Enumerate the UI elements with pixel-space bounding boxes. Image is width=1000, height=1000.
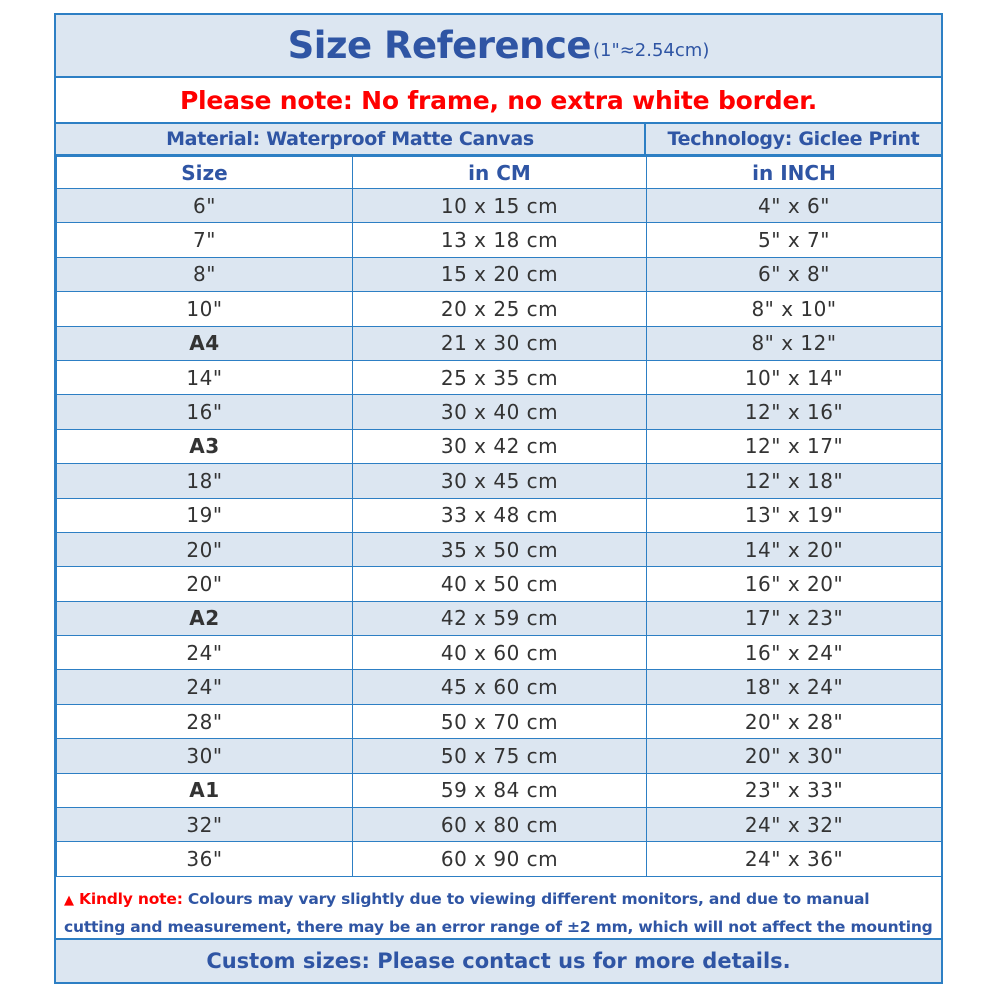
size-cell: 8" xyxy=(57,257,353,291)
table-row xyxy=(57,567,942,601)
cm-cell: 10 x 15 cm xyxy=(353,189,647,223)
inch-cell: 4" x 6" xyxy=(647,189,942,223)
inch-cell: 6" x 8" xyxy=(647,257,942,291)
cm-cell: 15 x 20 cm xyxy=(353,257,647,291)
inch-cell: 12" x 16" xyxy=(647,395,942,429)
size-cell: 20" xyxy=(57,532,353,566)
table-row xyxy=(57,360,942,394)
cm-cell: 45 x 60 cm xyxy=(353,670,647,704)
notice-bar xyxy=(56,78,941,124)
table-row xyxy=(57,739,942,773)
size-cell: 20" xyxy=(57,567,353,601)
size-cell: 16" xyxy=(57,395,353,429)
size-cell: 6" xyxy=(57,189,353,223)
table-row xyxy=(57,808,942,842)
title-bar xyxy=(56,15,941,78)
table-row xyxy=(57,395,942,429)
size-cell: 36" xyxy=(57,842,353,876)
cm-cell: 60 x 90 cm xyxy=(353,842,647,876)
table-row xyxy=(57,292,942,326)
inch-cell: 17" x 23" xyxy=(647,601,942,635)
inch-cell: 24" x 32" xyxy=(647,808,942,842)
size-cell: 24" xyxy=(57,670,353,704)
size-cell: 30" xyxy=(57,739,353,773)
size-cell: 19" xyxy=(57,498,353,532)
table-row xyxy=(57,670,942,704)
inch-cell: 20" x 28" xyxy=(647,704,942,738)
size-cell: 28" xyxy=(57,704,353,738)
cm-cell: 40 x 60 cm xyxy=(353,636,647,670)
table-row xyxy=(57,189,942,223)
table-body xyxy=(57,189,942,877)
inch-cell: 5" x 7" xyxy=(647,223,942,257)
warning-triangle-icon: ▲ xyxy=(64,893,74,908)
technology-label: Technology: Giclee Print xyxy=(667,128,920,150)
table-row xyxy=(57,636,942,670)
inch-cell: 8" x 12" xyxy=(647,326,942,360)
kindly-note xyxy=(56,882,941,940)
size-cell: 14" xyxy=(57,360,353,394)
column-header-inch: in INCH xyxy=(647,157,942,189)
size-table xyxy=(56,156,942,877)
column-header-size: Size xyxy=(57,157,353,189)
table-row xyxy=(57,601,942,635)
table-row xyxy=(57,773,942,807)
inch-cell: 12" x 17" xyxy=(647,429,942,463)
no-frame-notice: Please note: No frame, no extra white border. xyxy=(179,85,818,115)
table-row xyxy=(57,842,942,876)
inch-cell: 18" x 24" xyxy=(647,670,942,704)
table-row xyxy=(57,704,942,738)
inch-cell: 23" x 33" xyxy=(647,773,942,807)
cm-cell: 30 x 42 cm xyxy=(353,429,647,463)
kindly-note-lead: Kindly note: xyxy=(79,890,183,908)
kindly-note-text: Colours may vary slightly due to viewing different monitors, and due to manual cutting and measurement, there may be an error range of ±2 mm, which will not affect the mounting xyxy=(64,890,933,936)
size-cell: A1 xyxy=(57,773,353,807)
table-row xyxy=(57,257,942,291)
cm-cell: 13 x 18 cm xyxy=(353,223,647,257)
cm-cell: 42 x 59 cm xyxy=(353,601,647,635)
size-cell: A2 xyxy=(57,601,353,635)
conversion-note: (1"≈2.54cm) xyxy=(592,40,710,61)
table-row xyxy=(57,223,942,257)
cm-cell: 21 x 30 cm xyxy=(353,326,647,360)
size-cell: 18" xyxy=(57,464,353,498)
table-row xyxy=(57,498,942,532)
cm-cell: 59 x 84 cm xyxy=(353,773,647,807)
inch-cell: 8" x 10" xyxy=(647,292,942,326)
spec-bar xyxy=(56,124,941,156)
custom-sizes-text: Custom sizes: Please contact us for more details. xyxy=(206,949,791,973)
material-label: Material: Waterproof Matte Canvas xyxy=(56,124,646,154)
cm-cell: 60 x 80 cm xyxy=(353,808,647,842)
inch-cell: 10" x 14" xyxy=(647,360,942,394)
size-cell: 7" xyxy=(57,223,353,257)
inch-cell: 20" x 30" xyxy=(647,739,942,773)
table-row xyxy=(57,464,942,498)
inch-cell: 14" x 20" xyxy=(647,532,942,566)
size-reference-card xyxy=(54,13,943,984)
inch-cell: 16" x 20" xyxy=(647,567,942,601)
cm-cell: 20 x 25 cm xyxy=(353,292,647,326)
inch-cell: 12" x 18" xyxy=(647,464,942,498)
inch-cell: 13" x 19" xyxy=(647,498,942,532)
size-cell: 32" xyxy=(57,808,353,842)
cm-cell: 30 x 45 cm xyxy=(353,464,647,498)
size-cell: A4 xyxy=(57,326,353,360)
cm-cell: 40 x 50 cm xyxy=(353,567,647,601)
table-row xyxy=(57,326,942,360)
page-title: Size Reference xyxy=(287,24,591,67)
size-cell: 24" xyxy=(57,636,353,670)
inch-cell: 16" x 24" xyxy=(647,636,942,670)
custom-sizes-footer xyxy=(56,940,941,982)
cm-cell: 50 x 75 cm xyxy=(353,739,647,773)
size-cell: 10" xyxy=(57,292,353,326)
cm-cell: 33 x 48 cm xyxy=(353,498,647,532)
inch-cell: 24" x 36" xyxy=(647,842,942,876)
cm-cell: 50 x 70 cm xyxy=(353,704,647,738)
table-row xyxy=(57,429,942,463)
table-header-row xyxy=(57,157,942,189)
table-row xyxy=(57,532,942,566)
column-header-cm: in CM xyxy=(353,157,647,189)
cm-cell: 25 x 35 cm xyxy=(353,360,647,394)
size-cell: A3 xyxy=(57,429,353,463)
cm-cell: 35 x 50 cm xyxy=(353,532,647,566)
cm-cell: 30 x 40 cm xyxy=(353,395,647,429)
